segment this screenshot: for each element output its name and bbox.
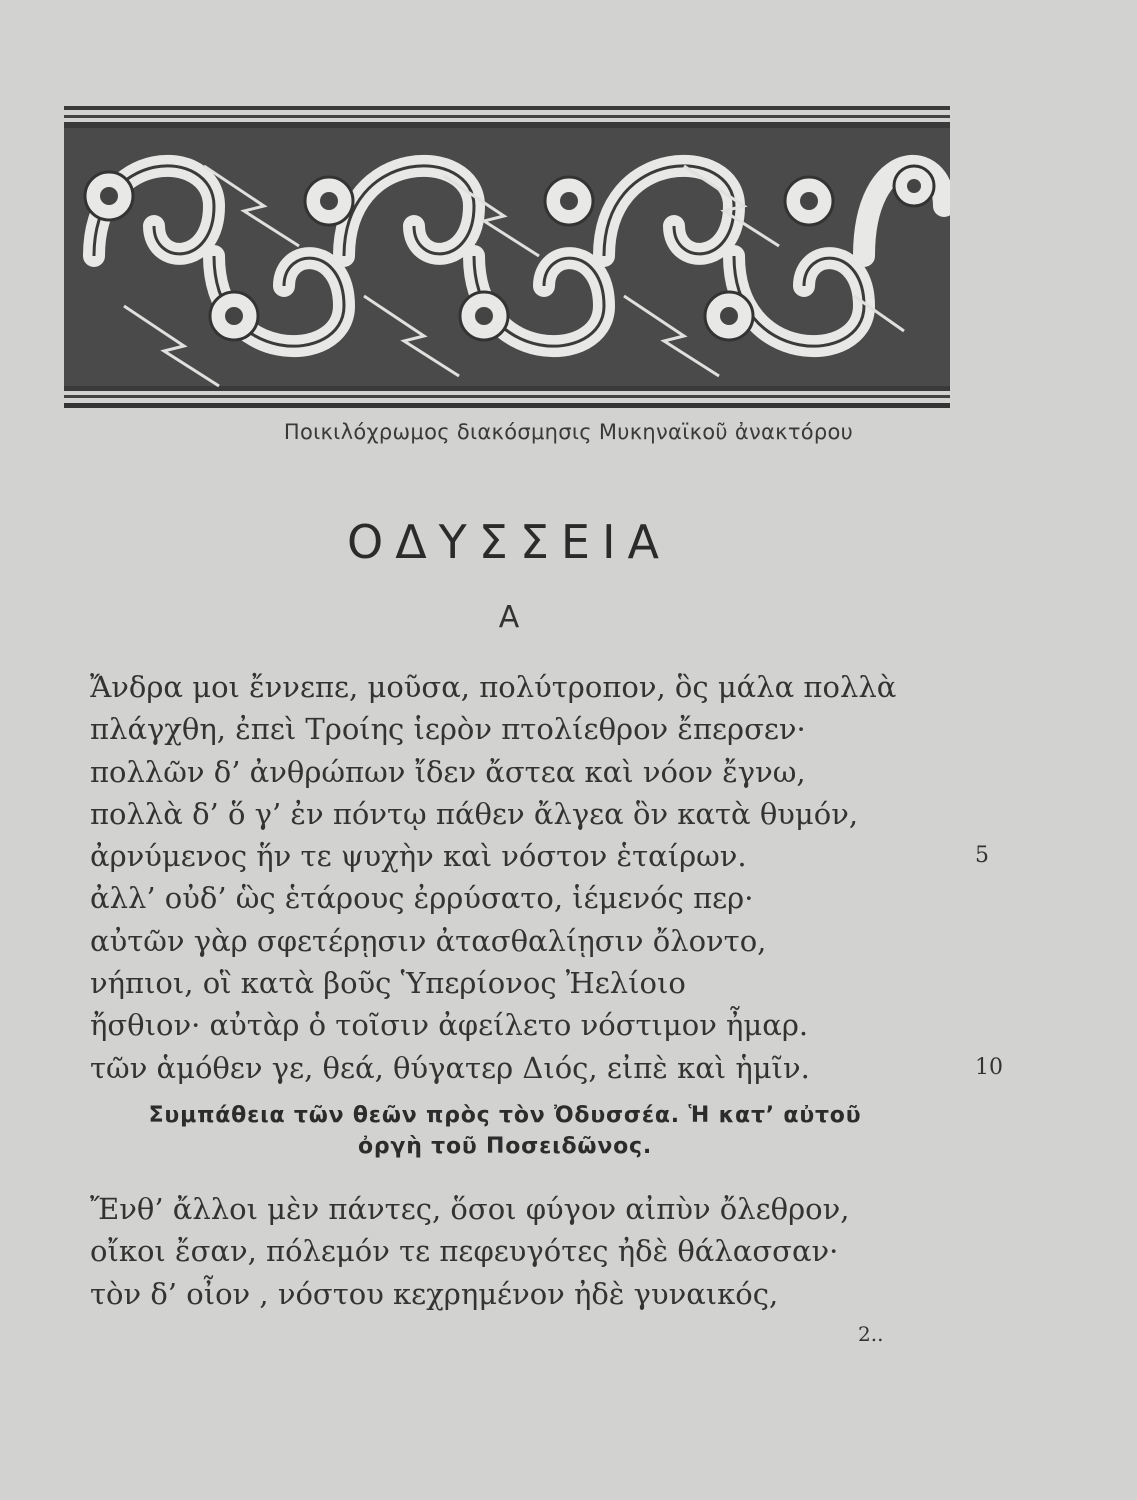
page-title: ΟΔΥΣΣΕΙΑ bbox=[346, 515, 671, 569]
second-passage bbox=[90, 1188, 1010, 1315]
section-heading-line-2: ὀργὴ τοῦ Ποσειδῶνος. bbox=[357, 1134, 653, 1159]
mycenaean-spiral-frieze bbox=[64, 106, 950, 408]
verse-line: οἴκοι ἔσαν, πόλεμόν τε πεφευγότες ἠδὲ θάλασσαν· bbox=[90, 1234, 839, 1269]
verse-line: νήπιοι, οἳ κατὰ βοῦς Ὑπερίονος Ἠελίοιο bbox=[90, 966, 686, 1001]
verse-line: Ἄνδρα μοι ἔννεπε, μοῦσα, πολύτροπον, ὃς μάλα πολλὰ bbox=[90, 670, 897, 704]
line-number: 5 bbox=[975, 843, 989, 869]
verse-line: ἀλλ’ οὐδ’ ὣς ἑτάρους ἐρρύσατο, ἱέμενός περ· bbox=[90, 881, 754, 916]
verse-line: ἀρνύμενος ἥν τε ψυχὴν καὶ νόστον ἑταίρων. 5 bbox=[90, 835, 1010, 877]
proem-verses bbox=[90, 666, 1010, 1089]
verse-line: πολλῶν δ’ ἀνθρώπων ἴδεν ἄστεα καὶ νόον ἔγνω, bbox=[90, 754, 806, 789]
verse-line: πλάγχθη, ἐπεὶ Τροίης ἱερὸν πτολίεθρον ἔπερσεν· bbox=[90, 712, 806, 747]
verse-line: αὐτῶν γὰρ σφετέρῃσιν ἀτασθαλίῃσιν ὄλοντο, bbox=[90, 923, 767, 958]
verse-line: Ἔνθ’ ἄλλοι μὲν πάντες, ὅσοι φύγον αἰπὺν ὄλεθρον, bbox=[90, 1192, 850, 1226]
ornament-caption: Ποικιλόχρωμος διακόσμησις Μυκηναϊκοῦ ἀνακτόρου bbox=[283, 420, 854, 444]
section-heading-line-1: Συμπάθεια τῶν θεῶν πρὸς τὸν Ὀδυσσέα. Ἡ κατ’ αὐτοῦ bbox=[148, 1103, 862, 1128]
section-heading bbox=[70, 1100, 940, 1162]
line-number: 10 bbox=[975, 1054, 1003, 1080]
page-number: 2.. bbox=[858, 1322, 884, 1346]
book-label: Α bbox=[498, 600, 520, 635]
verse-line: τὸν δ’ οἶον , νόστου κεχρημένον ἠδὲ γυναικός, bbox=[90, 1276, 779, 1311]
verse-line: πολλὰ δ’ ὅ γ’ ἐν πόντῳ πάθεν ἄλγεα ὃν κατὰ θυμόν, bbox=[90, 796, 859, 831]
verse-line: τῶν ἁμόθεν γε, θεά, θύγατερ Διός, εἰπὲ καὶ ἡμῖν. 10 bbox=[90, 1047, 1010, 1089]
verse-line: ἤσθιον· αὐτὰρ ὁ τοῖσιν ἀφείλετο νόστιμον ἦμαρ. bbox=[90, 1008, 809, 1043]
